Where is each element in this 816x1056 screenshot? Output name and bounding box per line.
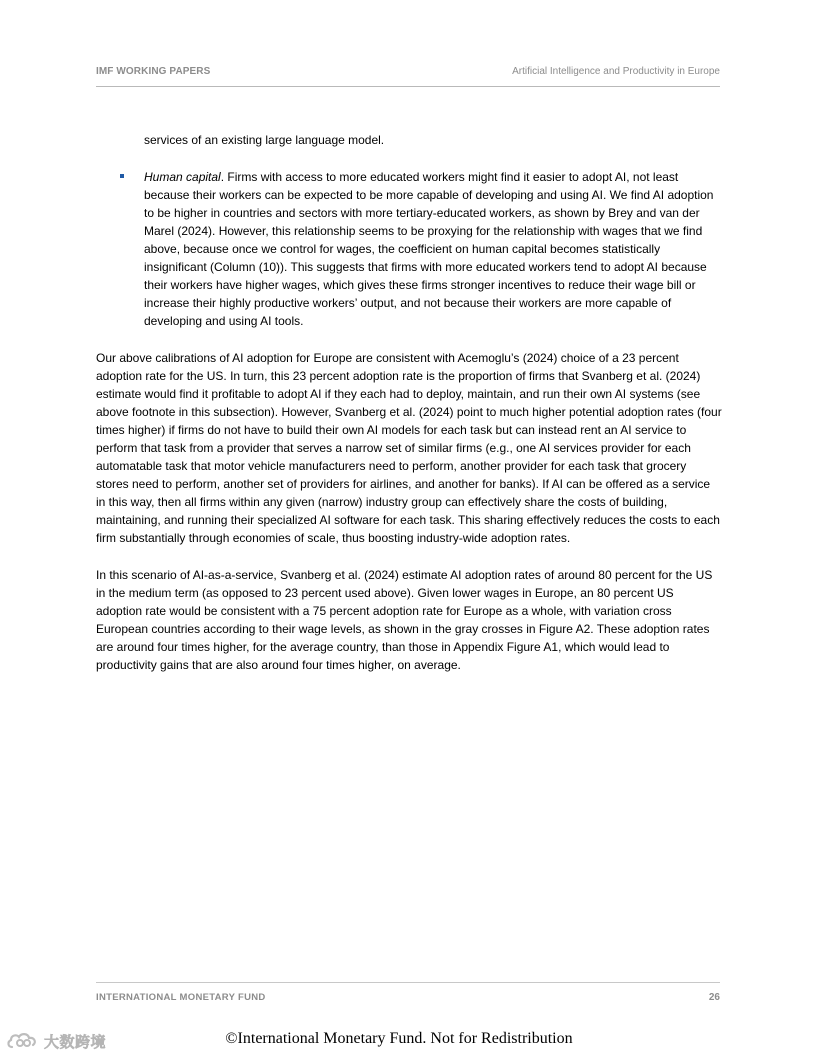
footer-organization: INTERNATIONAL MONETARY FUND (96, 992, 266, 1003)
header-series-title: IMF WORKING PAPERS (96, 66, 211, 77)
bullet-text (144, 168, 722, 330)
watermark-text: 大数跨境 (44, 1033, 107, 1051)
bullet-body: . Firms with access to more educated workers might find it easier to adopt AI, not least because their workers can be expected to be more capable of developing and using AI. We find AI adoption to be higher in countries and sectors with more tertiary-educated workers, as shown by Brey and van der Marel (2024). However, this relationship seems to be proxying for the relationship with wages that we find above, because once we control for wages, the coefficient on human capital becomes statistically insignificant (Column (10)). This suggests that firms with more educated workers tend to adopt AI because their workers have higher wages, which gives these firms stronger incentives to reduce their wage bill or increase their highly productive workers’ output, and not because their workers are more capable of developing and using AI tools. (144, 170, 714, 328)
main-content (96, 131, 722, 674)
bullet-item-human-capital (96, 168, 722, 330)
copyright-notice (0, 1030, 816, 1048)
paragraph-ai-as-a-service: In this scenario of AI-as-a-service, Svanberg et al. (2024) estimate AI adoption rates of around 80 percent for the US in the medium term (as opposed to 23 percent used above). Given lower wages in Europe, an 80 percent US adoption rate would be consistent with a 75 percent adoption rate for Europe as a whole, with variation cross European countries according to their wage levels, as shown in the gray crosses in Figure A2. These adoption rates are around four times higher, for the average country, than those in Appendix Figure A1, which would lead to productivity gains that are also around four times higher, on average. (96, 568, 713, 672)
paragraph-adoption-calibration: Our above calibrations of AI adoption for Europe are consistent with Acemoglu’s (2024) choice of a 23 percent adoption rate for the US. In turn, this 23 percent adoption rate is the proportion of firms that Svanberg et al. (2024) estimate would find it profitable to adopt AI if they each had to deploy, maintain, and run their own AI systems (see above footnote in this subsection). However, Svanberg et al. (2024) point to much higher potential adoption rates (four times higher) if firms do not have to build their own AI models for each task but can instead rent an AI service to perform that task from a provider that serves a narrow set of similar firms (e.g., one AI services provider for each automatable task that motor vehicle manufacturers need to perform, another provider for each task that grocery stores need to perform, another set of providers for airlines, and another for banks). If AI can be offered as a service in this way, then all firms within any given (narrow) industry group can effectively share the costs of building, maintaining, and running their specialized AI software for each task. This sharing effectively reduces the costs to each firm substantially through economies of scale, thus boosting industry-wide adoption rates. (96, 351, 722, 545)
copyright-text: ©International Monetary Fund. Not for Redistribution (225, 1030, 573, 1047)
bullet-term: Human capital (144, 170, 221, 184)
page-number: 26 (708, 992, 720, 1003)
page-header (96, 66, 720, 87)
square-bullet-icon (120, 174, 124, 178)
header-paper-title: Artificial Intelligence and Productivity in Europe (512, 66, 720, 77)
page-footer (96, 982, 720, 1003)
continuation-text: services of an existing large language model. (144, 133, 385, 147)
